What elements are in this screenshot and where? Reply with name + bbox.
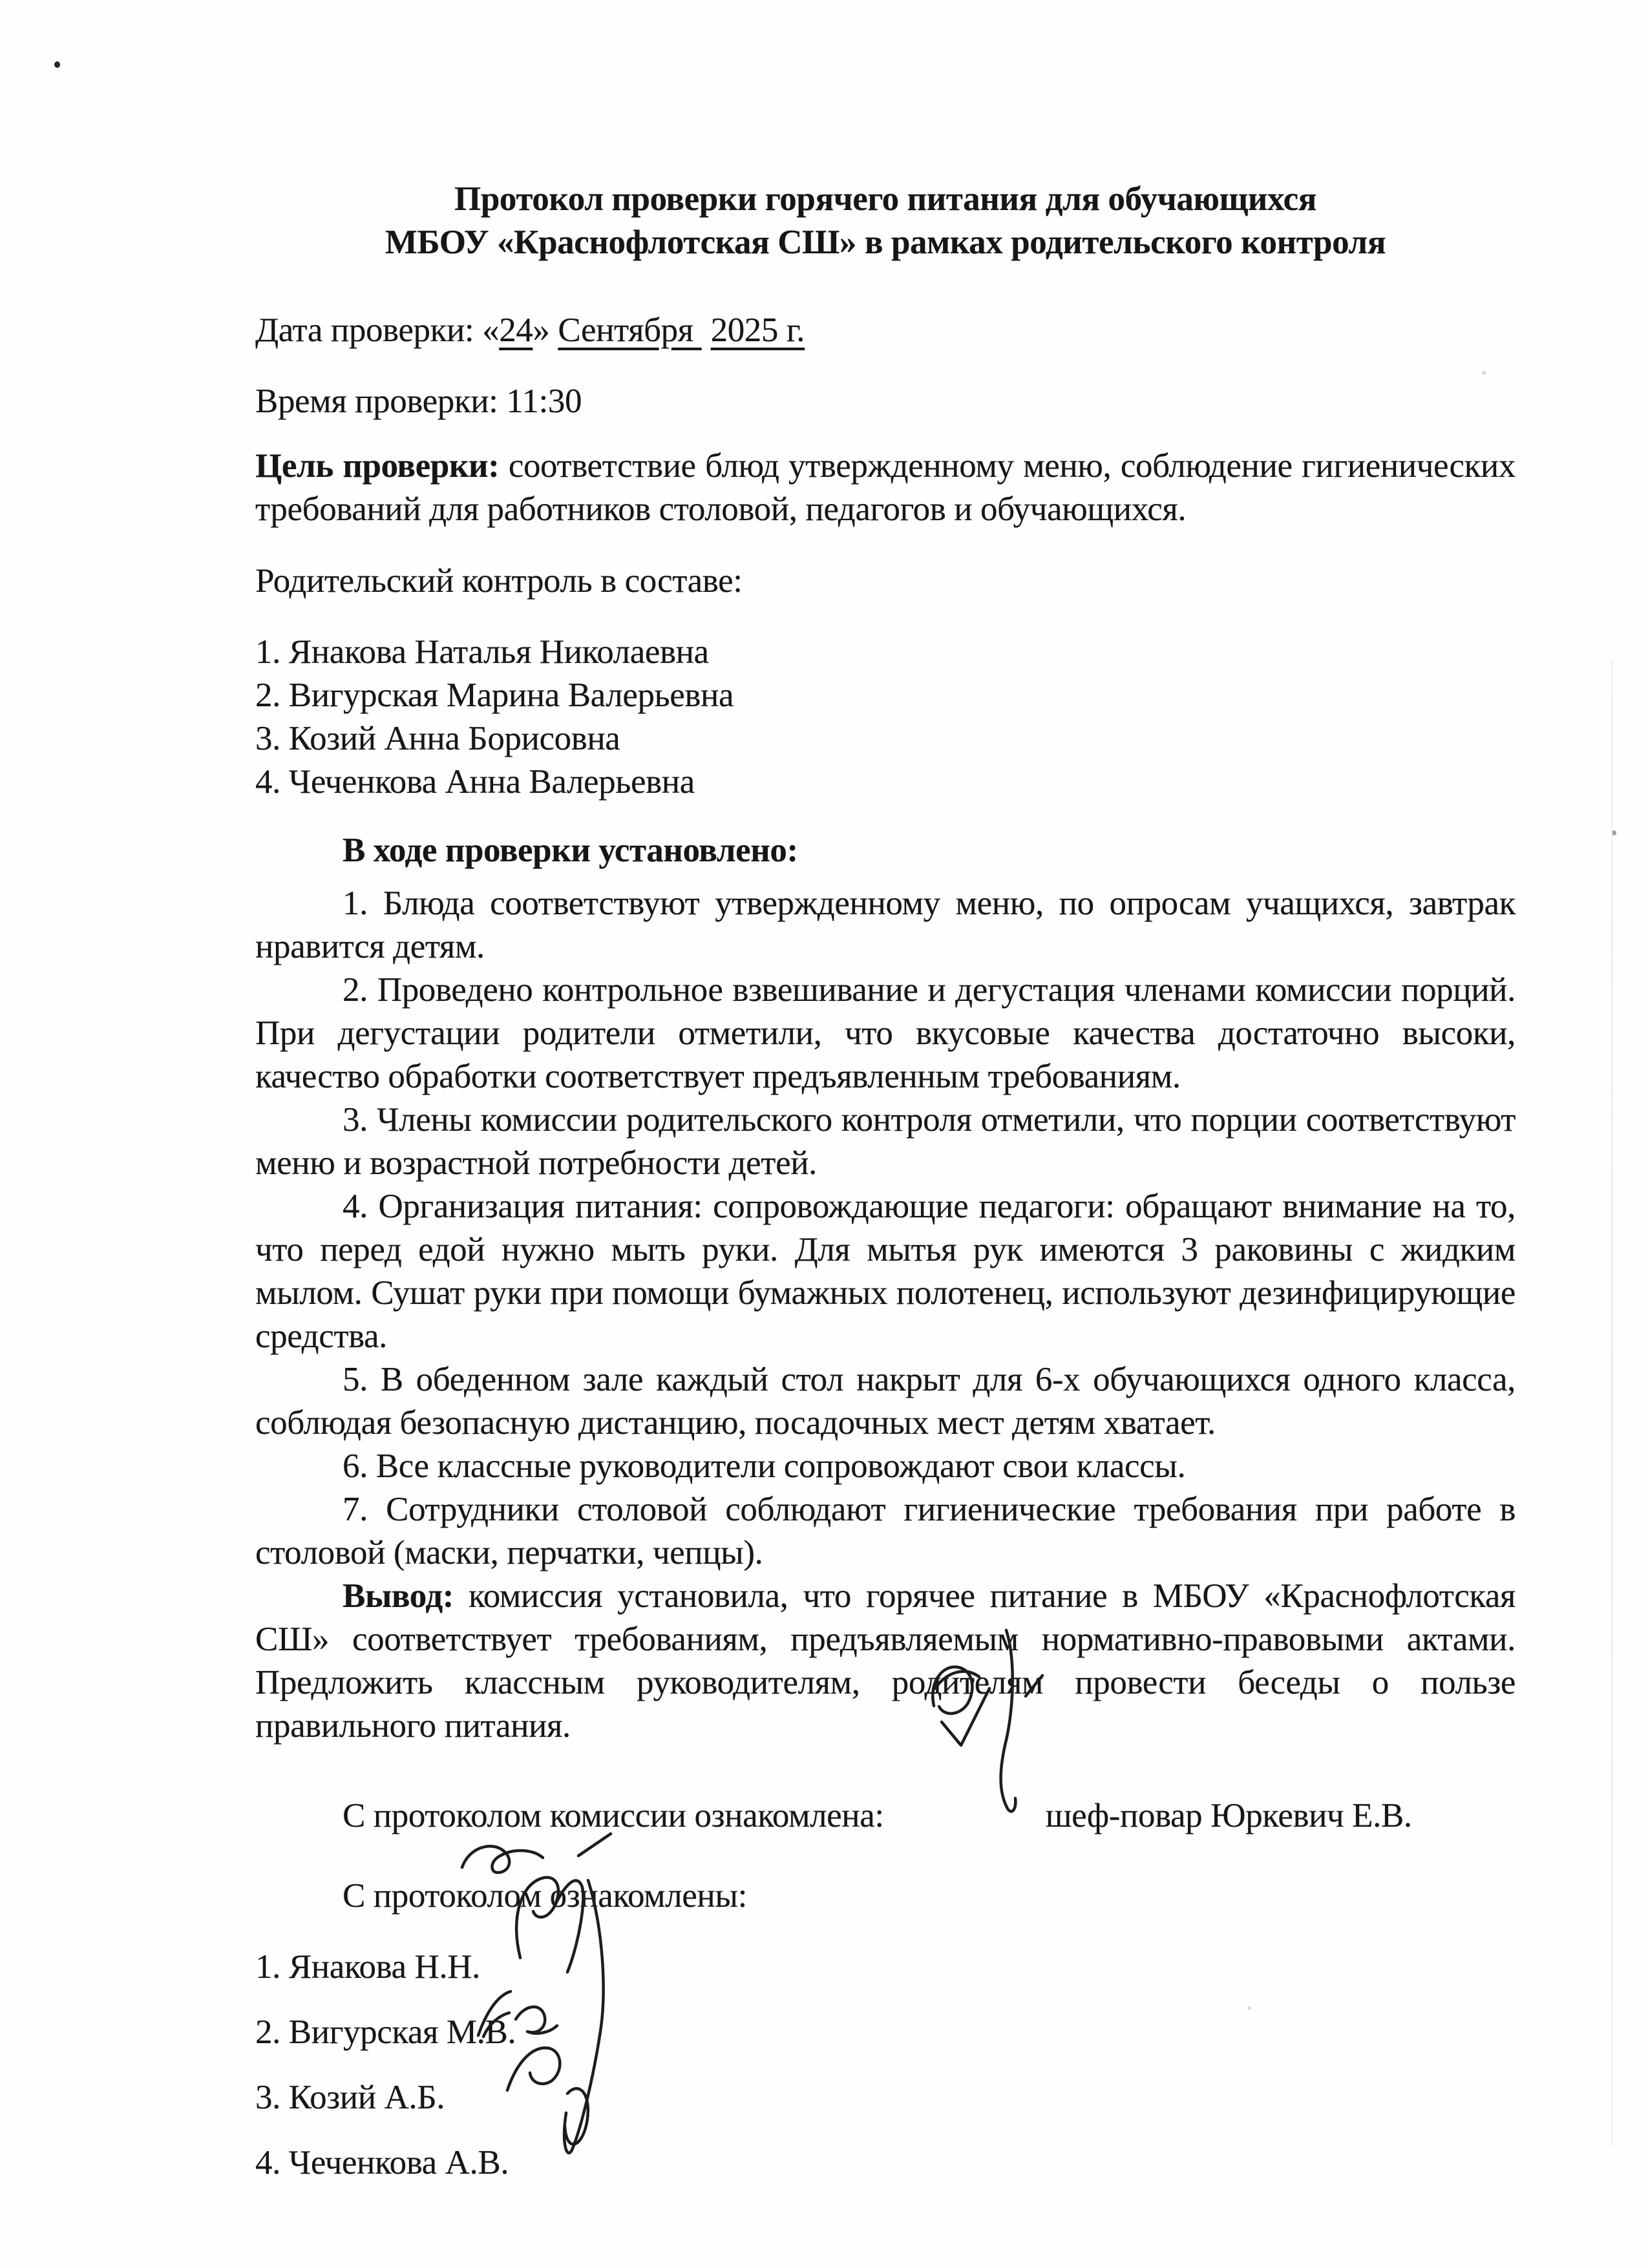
- date-day-value: 24: [499, 311, 533, 349]
- chef-acknowledgement-line: [255, 1794, 1516, 1838]
- conclusion-text: комиссия установила, что горячее питание в МБОУ «Краснофлотская СШ» соответствует требованиям, предъявляемым нормативно-правовыми актами. Предложить классным руководителям, родителям провести беседы о пользе правильного питания.: [255, 1577, 1516, 1745]
- purpose-paragraph: [255, 445, 1516, 531]
- date-year-value: 2025 г.: [710, 311, 805, 349]
- scan-artifact-speck: [54, 61, 60, 68]
- date-month-value: Сентября: [558, 311, 702, 349]
- signatory-list: [255, 1935, 1516, 2196]
- title-line-2: МБОУ «Краснофлотская СШ» в рамках родительского контроля: [385, 224, 1386, 261]
- finding-item: 7. Сотрудники столовой соблюдают гигиенические требования при работе в столовой (маски, перчатки, чепцы).: [255, 1491, 1516, 1571]
- finding-item: 6. Все классные руководители сопровождают свои классы.: [343, 1447, 1186, 1485]
- committee-member: 1. Янакова Наталья Николаевна: [255, 633, 709, 671]
- signatory-item: 2. Вигурская М.В.: [255, 2013, 516, 2051]
- check-time-line: Время проверки: 11:30: [255, 383, 582, 420]
- committee-heading: Родительский контроль в составе:: [255, 562, 743, 600]
- signatory-item: 1. Янакова Н.Н.: [255, 1948, 480, 1986]
- finding-item: 2. Проведено контрольное взвешивание и дегустация членами комиссии порций. При дегустации родители отметили, что вкусовые качества достаточно высоки, качество обработки соответствует предъявленным требованиям.: [255, 971, 1516, 1095]
- findings-section: [255, 882, 1516, 1748]
- finding-item: 3. Члены комиссии родительского контроля отметили, что порции соответствуют меню и возрастной потребности детей.: [255, 1101, 1516, 1182]
- signatory-item: 4. Чеченкова А.В.: [255, 2144, 509, 2181]
- document-title: [255, 178, 1516, 264]
- ack-single-label: С протоколом комиссии ознакомлена:: [343, 1797, 884, 1834]
- conclusion-label: Вывод:: [343, 1577, 454, 1615]
- finding-item: 4. Организация питания: сопровождающие педагоги: обращают внимание на то, что перед едой нужно мыть руки. Для мытья рук имеются 3 раковины с жидким мылом. Сушат руки при помощи бумажных полотенец, используют дезинфицирующие средства.: [255, 1188, 1516, 1355]
- conclusion-paragraph: [255, 1575, 1516, 1748]
- purpose-label: Цель проверки:: [255, 447, 500, 485]
- committee-member: 2. Вигурская Марина Валерьевна: [255, 677, 734, 714]
- check-date-line: [255, 309, 1516, 352]
- findings-heading: В ходе проверки установлено:: [343, 832, 798, 869]
- chef-name-label: шеф-повар Юркевич Е.В.: [1045, 1797, 1412, 1834]
- signatory-item: 3. Козий А.Б.: [255, 2079, 445, 2116]
- document-content: [255, 0, 1516, 2196]
- purpose-text: соответствие блюд утвержденному меню, соблюдение гигиенических требований для работников столовой, педагогов и обучающихся.: [255, 447, 1516, 528]
- finding-item: 5. В обеденном зале каждый стол накрыт для 6-х обучающихся одного класса, соблюдая безопасную дистанцию, посадочных мест детям хватает.: [255, 1361, 1516, 1442]
- committee-member-list: [255, 631, 1516, 804]
- scan-artifact-speck: [1612, 830, 1616, 835]
- finding-item: 1. Блюда соответствуют утвержденному меню, по опросам учащихся, завтрак нравится детям.: [255, 885, 1516, 965]
- group-acknowledgement-heading: С протоколом ознакомлены:: [343, 1877, 747, 1915]
- scan-edge-line: [1611, 659, 1612, 2145]
- title-line-1: Протокол проверки горячего питания для обучающихся: [454, 180, 1316, 218]
- committee-member: 3. Козий Анна Борисовна: [255, 720, 620, 757]
- date-close-quote: »: [533, 311, 550, 349]
- date-prefix: Дата проверки: «: [255, 311, 500, 349]
- committee-member: 4. Чеченкова Анна Валерьевна: [255, 763, 695, 801]
